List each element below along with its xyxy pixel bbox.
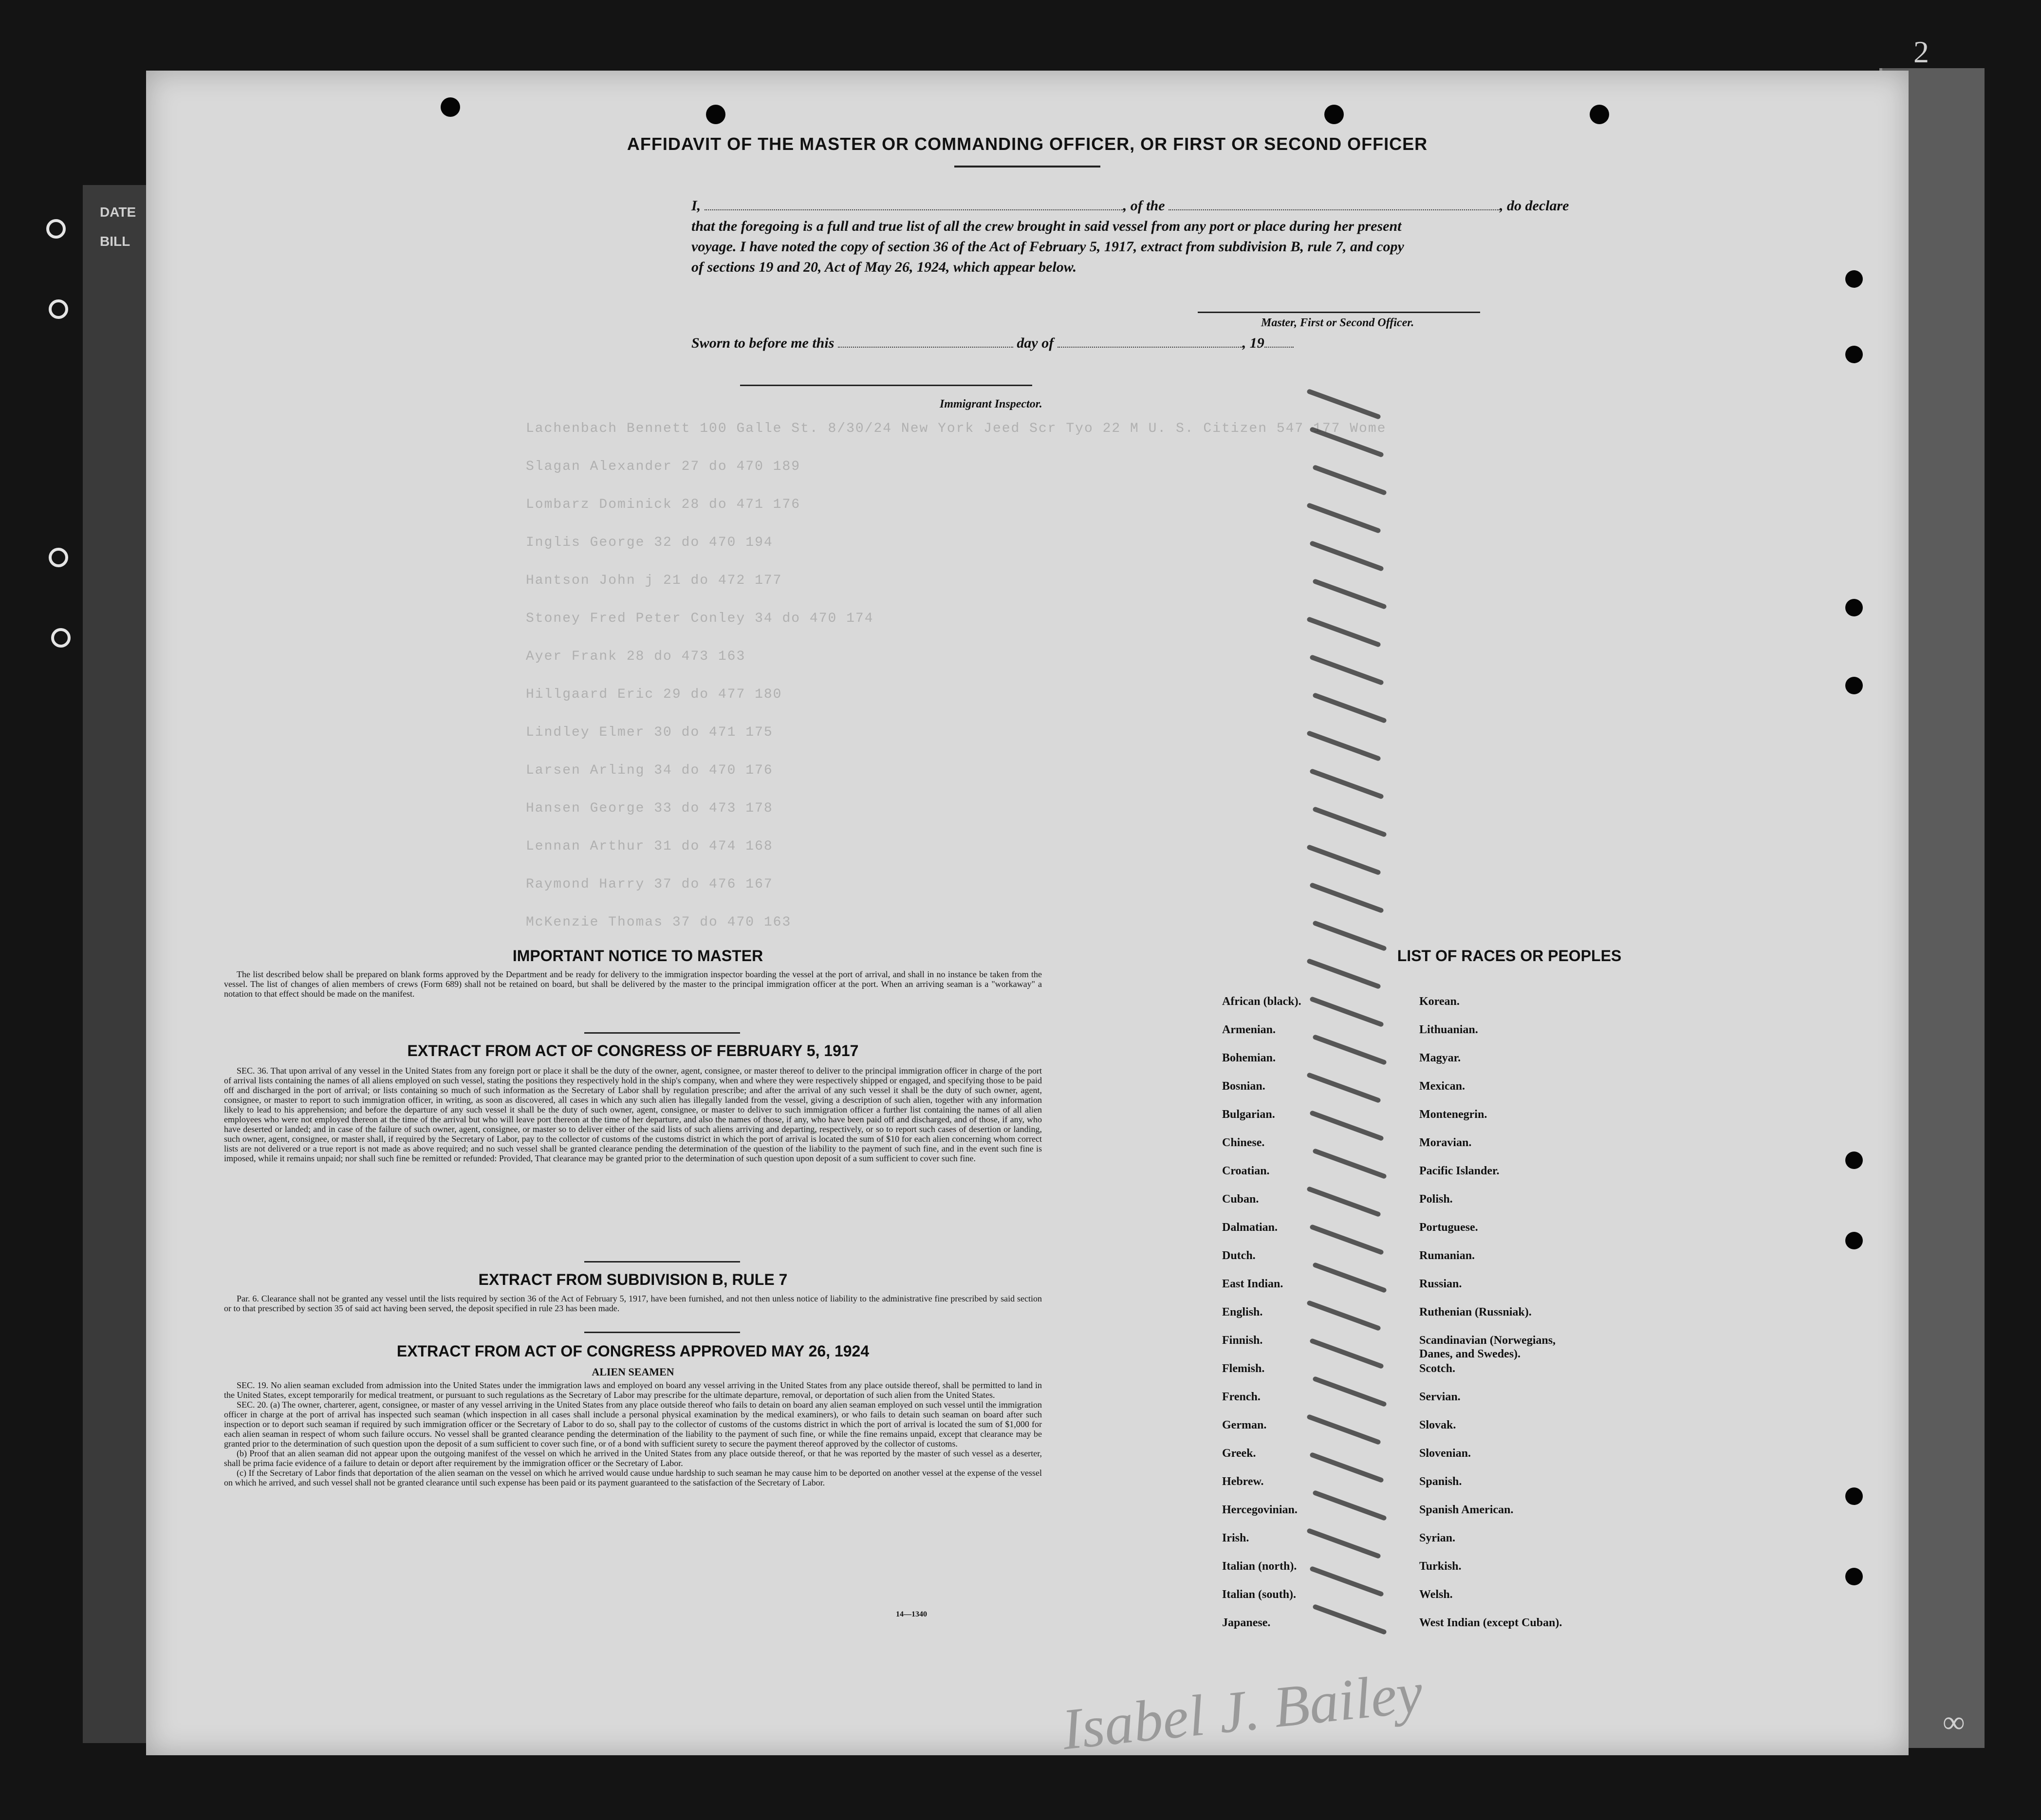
margin-binder-ring	[49, 548, 68, 567]
race-item: Montenegrin.	[1419, 1108, 1487, 1121]
bleed-through-row: Lachenbach Bennett 100 Galle St. 8/30/24 New York Jeed Scr Tyo 22 M U. S. Citizen 547 177 Wome	[526, 421, 1387, 436]
race-item: French.	[1222, 1391, 1261, 1403]
title-rule	[954, 166, 1100, 167]
race-item: Scotch.	[1419, 1362, 1455, 1375]
affidavit-title: AFFIDAVIT OF THE MASTER OR COMMANDING OFFICER, OR FIRST OR SECOND OFFICER	[627, 134, 1428, 154]
race-item: Cuban.	[1222, 1193, 1259, 1206]
race-item: Bulgarian.	[1222, 1108, 1275, 1121]
race-item: Moravian.	[1419, 1136, 1472, 1149]
races-list	[1222, 995, 1758, 1725]
race-item: Magyar.	[1419, 1052, 1461, 1064]
handwritten-signature: Isabel J. Bailey	[1059, 1659, 1426, 1762]
sworn-day-blank	[838, 335, 1013, 348]
corner-mark-top: 2	[1913, 35, 1929, 69]
punch-hole	[1324, 105, 1344, 124]
pen-strike	[1312, 464, 1387, 496]
margin-binder-ring	[46, 219, 66, 239]
extract-1917-text: SEC. 36. That upon arrival of any vessel in the United States from any foreign port or place it shall be the duty of the owner, agent, consignee, or master thereof to deliver to the principal immigration officer in charge of the port of arrival lists containing the names of all aliens employed on such vessel, stating the positions they respectively hold in the ship's company, when and where they were respectively shipped or engaged, and specifying those to be paid off and discharged in the port of arrival; or lists containing so much of such information as the Secretary of Labor shall by regulation prescribe; and after the arrival of any such vessel it shall be the duty of such owner, agent, consignee, or master to report to such immigration officer, in writing, as soon as discovered, all cases in which any such alien has illegally landed from the vessel, giving a description of such alien, together with any information likely to lead to his apprehension; and before the departure of any such vessel it shall be the duty of such owner, agent, consignee, or master to deliver to such immigration officer a further list containing the names of all alien employees who were not employed thereon at the time of the arrival but who will leave port thereon at the time of her departure, and also the names of those, if any, who have been paid off and discharged, and of those, if any, who have deserted or landed; and in case of the failure of such owner, agent, consignee, or master so to deliver either of the said lists of such aliens arriving and departing, respectively, or so to report such cases of desertion or landing, such owner, agent, consignee, or master shall, if required by the Secretary of Labor, pay to the collector of customs of the customs district in which the port of arrival is located the sum of $10 for each alien concerning whom correct lists are not delivered or a true report is not made as above required; and no such vessel shall be granted clearance pending the determination of the question of the liability to the payment of such fine, and in the event such fine is imposed, while it remains unpaid; nor shall such fine be remitted or refunded: Provided, That clearance may be granted prior to the determination of such question upon deposit of a sum sufficient to cover such fine.	[224, 1066, 1042, 1163]
form-number: 14—1340	[896, 1610, 927, 1618]
bleed-through-row: Inglis George 32 do 470 194	[526, 535, 773, 550]
bleed-through-row: Hillgaard Eric 29 do 477 180	[526, 687, 782, 702]
race-item: Portuguese.	[1419, 1221, 1478, 1234]
race-item: Slovak.	[1419, 1419, 1456, 1431]
alien-seamen-subtitle: ALIEN SEAMEN	[592, 1366, 674, 1378]
ghost-label-bill: BILL	[100, 234, 130, 249]
sworn-month-blank	[1058, 335, 1243, 348]
inspector-signature-line	[740, 385, 1032, 386]
bleed-through-row: Lombarz Dominick 28 do 471 176	[526, 497, 801, 512]
race-item: Pacific Islander.	[1419, 1165, 1500, 1177]
manifest-page	[146, 71, 1909, 1762]
pen-strike	[1306, 730, 1381, 761]
extract-1924-title: EXTRACT FROM ACT OF CONGRESS APPROVED MAY 26, 1924	[396, 1342, 870, 1360]
affidavit-line-3: voyage. I have noted the copy of section 36 of the Act of February 5, 1917, extract from subdivision B, rule 7, and copy	[691, 239, 1404, 255]
subdivision-b-text: Par. 6. Clearance shall not be granted any vessel until the lists required by section 36 of the Act of February 5, 1917, have been furnished, and not then unless notice of liability to the administrative fine prescribed by said section or to that prescribed by section 35 of said act having been served, the deposit specified in rule 23 has been made.	[224, 1294, 1042, 1313]
race-item: Italian (south).	[1222, 1588, 1297, 1601]
bleed-through-row: McKenzie Thomas 37 do 470 163	[526, 915, 792, 930]
punch-hole	[1845, 599, 1863, 616]
margin-binder-ring	[49, 299, 68, 319]
race-item: Greek.	[1222, 1447, 1256, 1460]
race-item: Turkish.	[1419, 1560, 1462, 1573]
race-item: Hercegovinian.	[1222, 1504, 1298, 1516]
punch-hole	[1845, 346, 1863, 363]
affidavit-line-4: of sections 19 and 20, Act of May 26, 1924, which appear below.	[691, 259, 1077, 275]
race-item: Korean.	[1419, 995, 1460, 1008]
race-item: Servian.	[1419, 1391, 1461, 1403]
race-item: Italian (north).	[1222, 1560, 1297, 1573]
punch-hole	[706, 105, 725, 124]
bleed-through-row: Larsen Arling 34 do 470 176	[526, 763, 773, 778]
affidavit-line-2: that the foregoing is a full and true list of all the crew brought in said vessel from any port or place during her present	[691, 218, 1402, 234]
pen-strike	[1312, 806, 1387, 837]
punch-hole	[1590, 105, 1609, 124]
bleed-through-row: Raymond Harry 37 do 476 167	[526, 877, 773, 892]
pen-strike	[1306, 616, 1381, 648]
races-column-2	[1419, 995, 1562, 1644]
punch-hole	[1845, 1151, 1863, 1169]
subdivision-b-title: EXTRACT FROM SUBDIVISION B, RULE 7	[478, 1271, 788, 1288]
pen-strike	[1309, 882, 1384, 913]
race-item: Bosnian.	[1222, 1080, 1265, 1093]
extract-1924-text: SEC. 19. No alien seaman excluded from admission into the United States under the immigration laws and employed on board any vessel arriving in the United States from any place outside thereof, shall be permitted to land in the United States, except temporarily for medical treatment, or pursuant to such regulations as the Secretary of Labor may prescribe for the ultimate departure, removal, or deportation of such alien from the United States. SEC. 20. (a) The owner, charterer, agent, consignee, or master of any vessel arriving in the United States from any place outside thereof who fails to detain on board any alien seaman employed on such vessel until the immigration officer in charge at the port of arrival has inspected such seaman (which inspection in all cases shall include a personal physical examination by the medical examiners), or who fails to detain such seaman on board after such inspection or to deport such seaman if required by such immigration officer or the Secretary of Labor to do so, shall pay to the collector of customs of the customs district in which the port of arrival is located the sum of $1,000 for each alien seaman in respect of whom such failure occurs. No vessel shall be granted clearance pending the determination of the liability to the payment of such fine, or while the fine remains unpaid, except that clearance may be granted prior to the determination of such question upon the deposit of a sum sufficient to cover such fine, or of a bond with sufficient surety to secure the payment thereof approved by the collector of customs. (b) Proof that an alien seaman did not appear upon the outgoing manifest of the vessel on which he arrived in the United States from any place outside thereof, or that he was reported by the master of such vessel as a deserter, shall be prima facie evidence of a failure to detain or deport after requirement by the immigration officer or the Secretary of Labor. (c) If the Secretary of Labor finds that deportation of the alien seaman on the vessel on which he arrived would cause undue hardship to such seaman he may cause him to be deported on another vessel at the expense of the vessel on which he arrived, and such vessel shall not be granted clearance until such expense has been paid or its payment guaranteed to the satisfaction of the Secretary of Labor.	[224, 1380, 1042, 1487]
inspector-caption: Immigrant Inspector.	[940, 398, 1042, 410]
bleed-through-row: Hantson John j 21 do 472 177	[526, 573, 782, 588]
punch-hole	[1845, 270, 1863, 288]
pen-strike	[1312, 692, 1387, 724]
bleed-through-row: Slagan Alexander 27 do 470 189	[526, 459, 801, 474]
section-rule	[584, 1032, 740, 1034]
race-item: Japanese.	[1222, 1616, 1271, 1629]
pen-strike	[1309, 654, 1384, 686]
pen-strike	[1309, 540, 1384, 572]
race-item: Welsh.	[1419, 1588, 1453, 1601]
race-item: Finnish.	[1222, 1334, 1263, 1347]
notice-title: IMPORTANT NOTICE TO MASTER	[512, 947, 763, 965]
race-item: Dutch.	[1222, 1249, 1256, 1262]
race-item: Spanish.	[1419, 1475, 1462, 1488]
pen-strike	[1306, 502, 1381, 534]
punch-hole	[441, 97, 460, 117]
race-item: Bohemian.	[1222, 1052, 1276, 1064]
master-signature-line	[1198, 312, 1480, 313]
margin-binder-ring	[51, 628, 71, 648]
race-item: Hebrew.	[1222, 1475, 1264, 1488]
race-item: Spanish American.	[1419, 1504, 1514, 1516]
race-item: German.	[1222, 1419, 1267, 1431]
bleed-through-row: Hansen George 33 do 473 178	[526, 801, 773, 816]
race-item: Lithuanian.	[1419, 1023, 1478, 1036]
race-item: Russian.	[1419, 1278, 1462, 1290]
bleed-through-row: Ayer Frank 28 do 473 163	[526, 649, 746, 664]
race-item: Syrian.	[1419, 1532, 1456, 1544]
pen-strike	[1306, 389, 1381, 420]
master-caption: Master, First or Second Officer.	[1261, 316, 1414, 329]
notice-text: The list described below shall be prepared on blank forms approved by the Department and be ready for delivery to the immigration inspector boarding the vessel at the port of arrival, and shall in no instance be taken from the vessel. The list of changes of alien members of crews (Form 689) shall not be retained on board, but shall be delivered by the master to the principal immigration officer at the port. When an arriving seaman is a "workaway" a notation to that effect should be made on the manifest.	[224, 969, 1042, 999]
pen-strike	[1309, 768, 1384, 799]
extract-1917-title: EXTRACT FROM ACT OF CONGRESS OF FEBRUARY 5, 1917	[407, 1042, 859, 1059]
race-item: Dalmatian.	[1222, 1221, 1278, 1234]
bleed-through-row: Lennan Arthur 31 do 474 168	[526, 839, 773, 854]
race-item: Slovenian.	[1419, 1447, 1471, 1460]
race-item: Mexican.	[1419, 1080, 1465, 1093]
race-item: Armenian.	[1222, 1023, 1276, 1036]
punch-hole	[1845, 1568, 1863, 1585]
punch-hole	[1845, 1232, 1863, 1249]
race-item: Scandinavian (Norwegians, Danes, and Swedes).	[1419, 1334, 1556, 1360]
races-title: LIST OF RACES OR PEOPLES	[1397, 947, 1622, 965]
bleed-through-row: Lindley Elmer 30 do 471 175	[526, 725, 773, 740]
race-item: African (black).	[1222, 995, 1301, 1008]
race-item: English.	[1222, 1306, 1263, 1319]
sworn-year-blank	[1264, 335, 1294, 348]
vessel-name-blank	[1169, 198, 1500, 210]
corner-mark-bottom: ∞	[1943, 1705, 1965, 1739]
race-item: Chinese.	[1222, 1136, 1265, 1149]
race-item: West Indian (except Cuban).	[1419, 1616, 1562, 1629]
ghost-label-date: DATE	[100, 204, 136, 220]
race-item: Irish.	[1222, 1532, 1249, 1544]
races-column-1	[1222, 995, 1301, 1644]
race-item: Flemish.	[1222, 1362, 1265, 1375]
bleed-through-row: Stoney Fred Peter Conley 34 do 470 174	[526, 611, 874, 626]
sworn-line: Sworn to before me this day of , 19	[691, 334, 1294, 353]
officer-name-blank	[705, 198, 1123, 210]
race-item: Croatian.	[1222, 1165, 1270, 1177]
punch-hole	[1845, 677, 1863, 694]
race-item: Polish.	[1419, 1193, 1453, 1206]
pen-strike	[1312, 578, 1387, 610]
pen-strike	[1306, 844, 1381, 875]
race-item: Rumanian.	[1419, 1249, 1475, 1262]
underlying-page-margin	[83, 185, 151, 1743]
punch-hole	[1845, 1487, 1863, 1505]
race-item: Ruthenian (Russniak).	[1419, 1306, 1532, 1319]
affidavit-line-1: I, , of the , do declare	[691, 198, 1569, 214]
section-rule	[584, 1261, 740, 1263]
section-rule	[584, 1332, 740, 1333]
race-item: East Indian.	[1222, 1278, 1283, 1290]
